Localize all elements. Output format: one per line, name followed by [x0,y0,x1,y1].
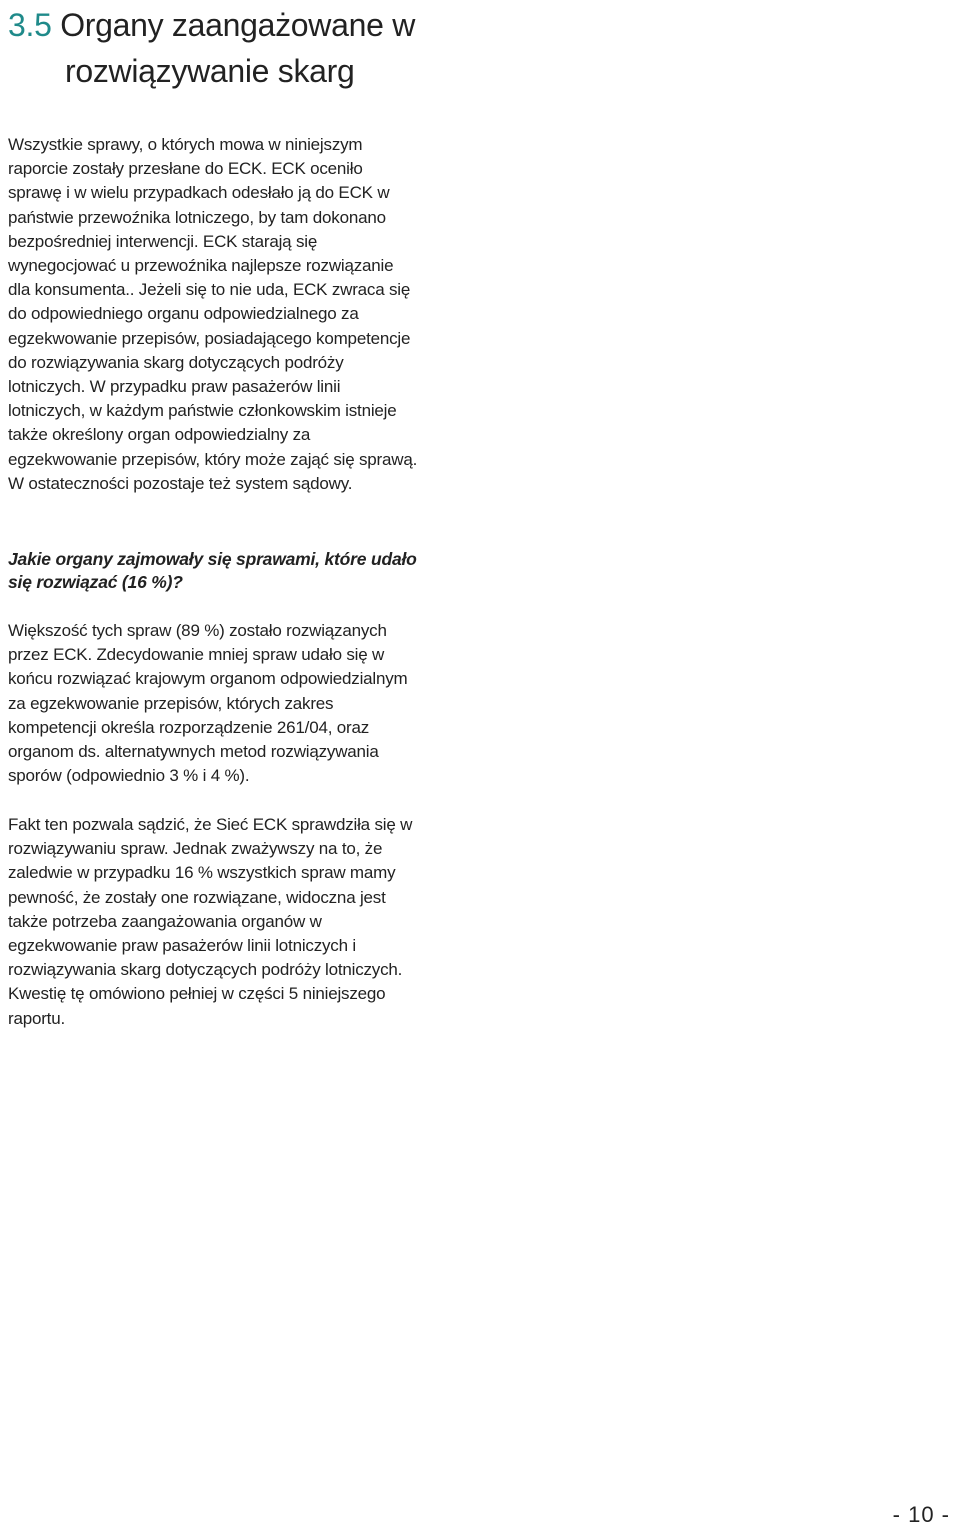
question-heading: Jakie organy zajmowały się sprawami, które udało się rozwiązać (16 %)? [8,549,417,592]
page-number: - 10 - [892,1502,950,1527]
section-title-line2: rozwiązywanie skarg [65,53,355,89]
section-number: 3.5 [8,7,52,43]
results-paragraph: Większość tych spraw (89 %) zostało rozwiązanych przez ECK. Zdecydowanie mniej spraw udało się w końcu rozwiązać krajowym organom odpowiedzialnym za egzekwowanie przepisów, których zakres kompetencji określa rozporządzenie 261/04, oraz organom ds. alternatywnych metod rozwiązywania sporów (odpowiednio 3 % i 4 %). [8,621,408,786]
conclusion-paragraph: Fakt ten pozwala sądzić, że Sieć ECK sprawdziła się w rozwiązywaniu spraw. Jednak zważywszy na to, że zaledwie w przypadku 16 % wszystkich spraw mamy pewność, że zostały one rozwiązane, widoczna jest także potrzeba zaangażowania organów w egzekwowanie praw pasażerów linii lotniczych i rozwiązywania skarg dotyczących podróży lotniczych. Kwestię tę omówiono pełniej w części 5 niniejszego raportu. [8,815,413,1028]
intro-paragraph: Wszystkie sprawy, o których mowa w niniejszym raporcie zostały przesłane do ECK. ECK oceniło sprawę i w wielu przypadkach odesłało ją do ECK w państwie przewoźnika lotniczego, by tam dokonano bezpośredniej interwencji. ECK starają się wynegocjować u przewoźnika najlepsze rozwiązanie dla konsumenta.. Jeżeli się to nie uda, ECK zwraca się do odpowiedniego organu odpowiedzialnego za egzekwowanie przepisów, posiadającego kompetencje do rozwiązywania skarg dotyczących podróży lotniczych. W przypadku praw pasażerów linii lotniczych, w każdym państwie członkowskim istnieje także określony organ odpowiedzialny za egzekwowanie przepisów, który może zająć się sprawą. W ostateczności pozostaje też system sądowy. [8,135,418,493]
section-title-line1: Organy zaangażowane w [60,7,415,43]
section-heading [8,2,448,94]
